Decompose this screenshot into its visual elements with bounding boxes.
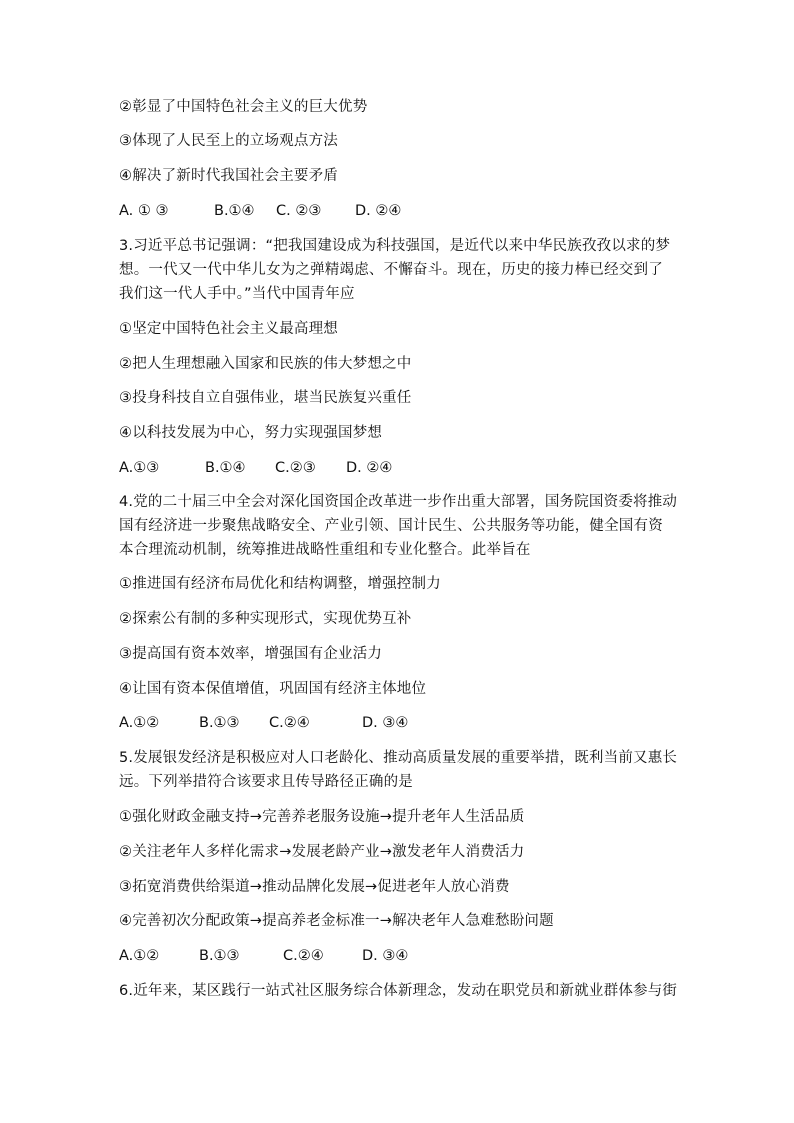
- q5-statement-1: ①强化财政金融支持→完善养老服务设施→提升老年人生活品质: [119, 809, 525, 825]
- q5-option-d: D. ③④: [362, 948, 409, 964]
- q5-option-b: B.①③: [199, 948, 240, 964]
- q4-stem-line-3: 本合理流动机制，统筹推进战略性重组和专业化整合。此举旨在: [119, 542, 531, 558]
- q5-statement-3: ③拓宽消费供给渠道→推动品牌化发展→促进老年人放心消费: [119, 879, 510, 895]
- q2-statement-4: ④解决了新时代我国社会主要矛盾: [119, 168, 338, 184]
- q3-option-b: B.①④: [205, 460, 246, 476]
- q4-statement-3: ③提高国有资本效率，增强国有企业活力: [119, 646, 383, 662]
- q3-option-c: C.②③: [275, 460, 316, 476]
- q2-option-d: D. ②④: [355, 203, 402, 219]
- q6-stem-line-1: 6.近年来，某区践行一站式社区服务综合体新理念，发动在职党员和新就业群体参与街: [119, 983, 678, 999]
- q5-stem-line-2: 远。下列举措符合该要求且传导路径正确的是: [119, 774, 413, 790]
- q4-option-b: B.①③: [199, 715, 240, 731]
- q4-option-c: C.②④: [269, 715, 310, 731]
- q4-stem-line-1: 4.党的二十届三中全会对深化国资国企改革进一步作出重大部署，国务院国资委将推动: [119, 494, 678, 510]
- q3-statement-2: ②把人生理想融入国家和民族的伟大梦想之中: [119, 356, 412, 372]
- q2-option-a: A. ① ③: [119, 203, 169, 219]
- q2-statement-2: ②彰显了中国特色社会主义的巨大优势: [119, 99, 368, 115]
- q4-statement-1: ①推进国有经济布局优化和结构调整，增强控制力: [119, 576, 441, 592]
- q3-statement-1: ①坚定中国特色社会主义最高理想: [119, 321, 338, 337]
- q4-option-d: D. ③④: [362, 715, 409, 731]
- q3-option-d: D. ②④: [346, 460, 393, 476]
- q5-statement-4: ④完善初次分配政策→提高养老金标准一→解决老年人急难愁盼问题: [119, 913, 554, 929]
- q4-statement-4: ④让国有资本保值增值，巩固国有经济主体地位: [119, 681, 427, 697]
- q2-option-c: C. ②③: [276, 203, 322, 219]
- q3-stem-line-2: 想。一代又一代中华儿女为之弹精竭虑、不懈奋斗。现在，历史的接力棒已经交到了: [119, 262, 663, 278]
- q2-option-b: B.①④: [214, 203, 255, 219]
- q4-stem-line-2: 国有经济进一步聚焦战略安全、产业引领、国计民生、公共服务等功能，健全国有资: [119, 518, 663, 534]
- q4-statement-2: ②探索公有制的多种实现形式，实现优势互补: [119, 611, 412, 627]
- q5-option-a: A.①②: [119, 948, 160, 964]
- q4-option-a: A.①②: [119, 715, 160, 731]
- q5-statement-2: ②关注老年人多样化需求→发展老龄产业→激发老年人消费活力: [119, 844, 525, 860]
- q3-stem-line-3: 我们这一代人手中。”当代中国青年应: [119, 286, 355, 302]
- q5-stem-line-1: 5.发展银发经济是积极应对人口老龄化、推动高质量发展的重要举措，既利当前又惠长: [119, 750, 678, 766]
- q2-statement-3: ③体现了人民至上的立场观点方法: [119, 133, 338, 149]
- q3-statement-3: ③投身科技自立自强伟业，堪当民族复兴重任: [119, 390, 412, 406]
- q3-option-a: A.①③: [119, 460, 160, 476]
- q3-statement-4: ④以科技发展为中心，努力实现强国梦想: [119, 425, 383, 441]
- q5-option-c: C.②④: [283, 948, 324, 964]
- q3-stem-line-1: 3.习近平总书记强调：“把我国建设成为科技强国，是近代以来中华民族孜孜以求的梦: [119, 238, 671, 254]
